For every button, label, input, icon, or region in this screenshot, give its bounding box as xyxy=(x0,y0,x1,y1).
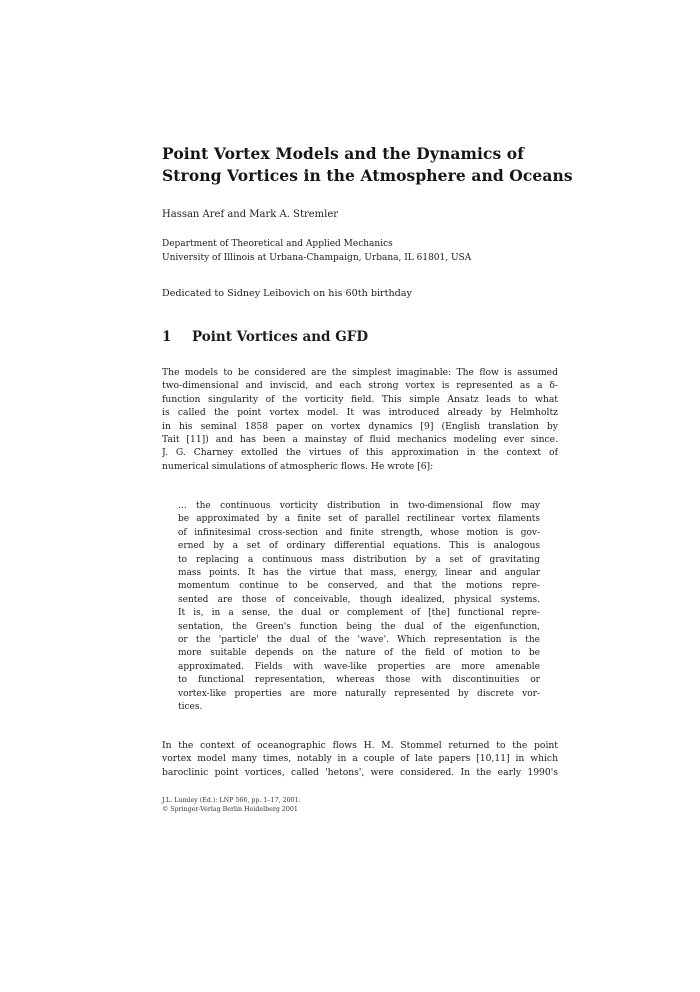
authors: Hassan Aref and Mark A. Stremler xyxy=(162,209,339,220)
quote-line: approximated. Fields with wave-like properties are more amenable xyxy=(178,661,540,672)
text-line: baroclinic point vortices, called 'hetons', were considered. In the early 1990's xyxy=(162,766,558,778)
quote-line: more suitable depends on the nature of the field of motion to be xyxy=(178,648,540,659)
section-title: Point Vortices and GFD xyxy=(192,329,369,345)
quote-line: or the 'particle' the dual of the 'wave'. Which representation is the xyxy=(178,635,540,646)
affiliation-line: Department of Theoretical and Applied Mechanics xyxy=(162,239,393,249)
publication-footer xyxy=(162,796,301,814)
footer-line: © Springer-Verlag Berlin Heidelberg 2001 xyxy=(162,806,298,813)
footer-line: J.L. Lumley (Ed.): LNP 566, pp. 1–17, 2001. xyxy=(162,797,301,804)
section-heading xyxy=(162,328,368,346)
quote-line: It is, in a sense, the dual or complement of [the] functional repre- xyxy=(178,608,540,619)
quote-line: tices. xyxy=(178,702,203,713)
quote-line: mass points. It has the virtue that mass, energy, linear and angular xyxy=(178,568,540,579)
quote-line: vortex-like properties are more naturally represented by discrete vor- xyxy=(178,688,540,699)
quote-line: ... the continuous vorticity distribution in two-dimensional flow may xyxy=(178,501,540,511)
section-number: 1 xyxy=(162,329,172,345)
quote-line: of infinitesimal cross-section and finite strength, whose motion is gov- xyxy=(178,527,540,538)
quote-line: sentation, the Green's function being the dual of the eigenfunction, xyxy=(178,621,540,632)
text-line: J. G. Charney extolled the virtues of this approximation in the context of xyxy=(162,447,558,459)
title-line: Point Vortex Models and the Dynamics of xyxy=(162,144,525,163)
dedication: Dedicated to Sidney Leibovich on his 60th birthday xyxy=(162,288,412,299)
text-line: numerical simulations of atmospheric flows. He wrote [6]: xyxy=(162,460,434,472)
body-paragraph xyxy=(162,739,558,779)
text-line: function singularity of the vorticity field. This simple Ansatz leads to what xyxy=(162,393,558,405)
text-line: Tait [11]) and has been a mainstay of fluid mechanics modeling ever since. xyxy=(162,434,558,446)
affiliation-line: University of Illinois at Urbana-Champaign, Urbana, IL 61801, USA xyxy=(162,252,472,263)
title-line: Strong Vortices in the Atmosphere and Oceans xyxy=(162,166,573,185)
quote-line: be approximated by a finite set of parallel rectilinear vortex filaments xyxy=(178,514,540,525)
text-line: vortex model many times, notably in a couple of late papers [10,11] in which xyxy=(162,753,558,765)
text-line: In the context of oceanographic flows H. M. Stommel returned to the point xyxy=(162,740,558,751)
quote-line: sented are those of conceivable, though idealized, physical systems. xyxy=(178,594,540,605)
body-paragraph xyxy=(162,366,558,473)
affiliation xyxy=(162,238,471,265)
quote-line: to replacing a continuous mass distribution by a set of gravitating xyxy=(178,554,540,565)
quote-line: momentum continue to be conserved, and that the motions repre- xyxy=(178,581,540,592)
text-line: in his seminal 1858 paper on vortex dynamics [9] (English translation by xyxy=(162,420,558,432)
text-line: The models to be considered are the simplest imaginable: The flow is assumed xyxy=(162,367,558,378)
text-line: two-dimensional and inviscid, and each strong vortex is represented as a δ- xyxy=(162,380,558,392)
block-quote xyxy=(178,500,540,715)
text-line: is called the point vortex model. It was introduced already by Helmholtz xyxy=(162,407,558,419)
quote-line: to functional representation, whereas those with discontinuities or xyxy=(178,675,540,686)
quote-line: erned by a set of ordinary differential equations. This is analogous xyxy=(178,541,540,552)
paper-title xyxy=(162,143,582,187)
